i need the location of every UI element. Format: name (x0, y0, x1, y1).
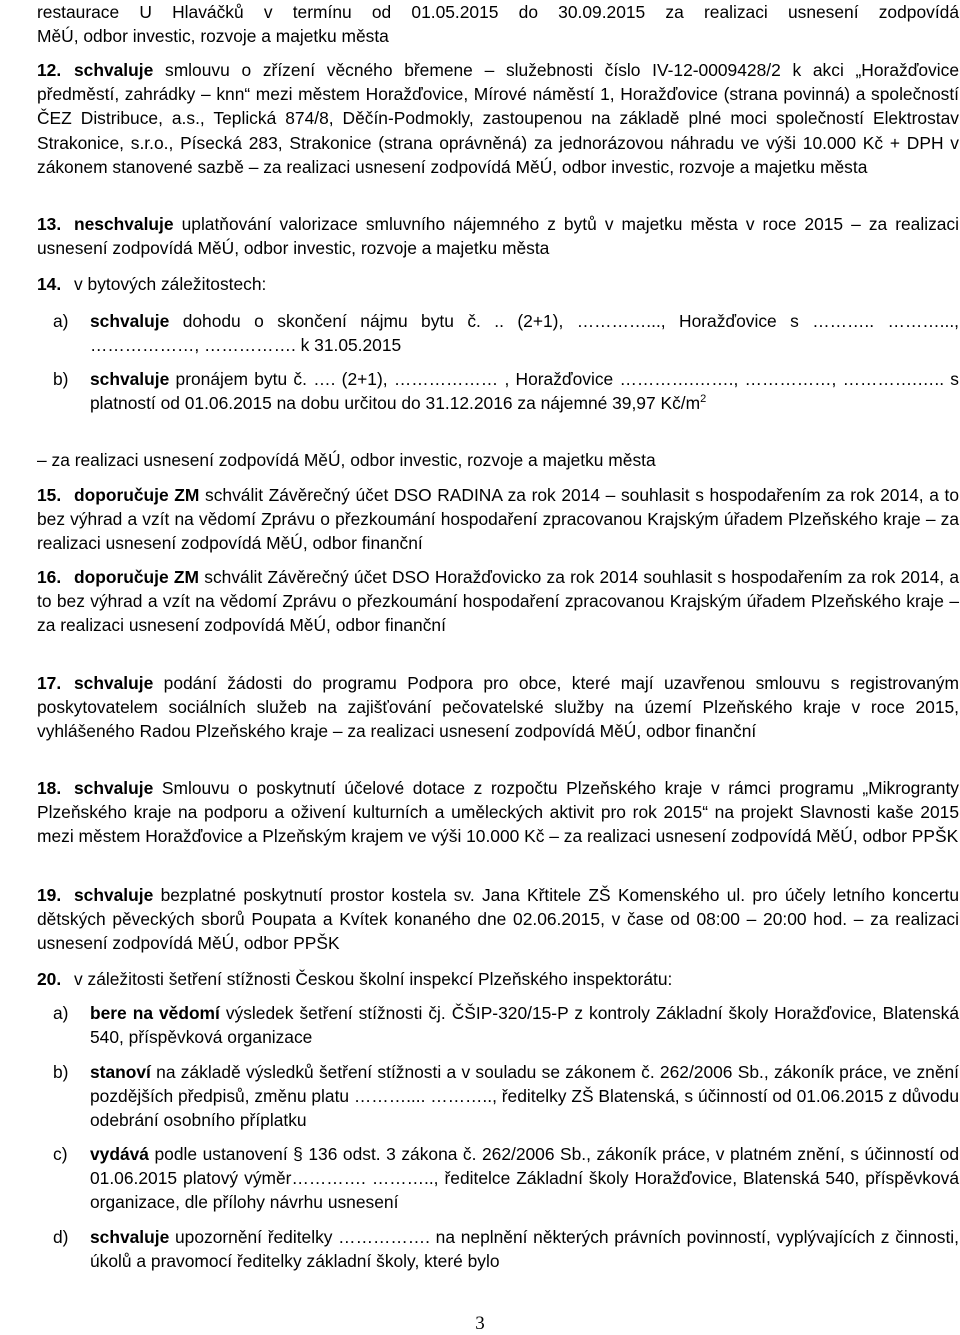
resolution-number: 17. (37, 673, 62, 693)
sub-text: upozornění ředitelky ……………. na neplnění některých právních povinností, vyplývajících z činnosti, úkolů a pravomocí ředitelky základní školy, které bylo (90, 1227, 959, 1272)
intro-line-2: MěÚ, odbor investic, rozvoje a majetku města (37, 26, 389, 47)
resolution-text: bezplatné poskytnutí prostor kostela sv. Jana Křtitele ZŠ Komenského ul. pro účely letního koncertu dětských pěveckých sborů Poupata a Kvítek konaného dne 02.06.2015, v čase od 08:00 – 20:00 hod. – za realizaci usnesení zodpovídá MěÚ, odbor PPŠK (37, 885, 959, 954)
resolution-verb: schvaluje (74, 778, 154, 798)
sub-label: b) (53, 369, 69, 389)
resolution-verb: doporučuje ZM (74, 485, 200, 505)
resolution-14-a (53, 309, 959, 357)
sub-verb: schvaluje (90, 369, 170, 389)
resolution-text: v záležitosti šetření stížnosti Českou školní inspekcí Plzeňského inspektorátu: (74, 969, 673, 989)
sub-text: na základě výsledků šetření stížnosti a v souladu se zákonem č. 262/2006 Sb., zákoník práce, ve znění pozdějších předpisů, změnu platu ……….... ……….., ředitelky ZŠ Blatenská, s účinností od 01.06.2015 z důvodu odebrání osobního příplatku (90, 1062, 960, 1131)
resolution-number: 12. (37, 60, 62, 80)
sub-label: c) (53, 1144, 68, 1164)
resolution-18 (37, 776, 959, 849)
superscript: 2 (700, 393, 707, 406)
resolution-text: podání žádosti do programu Podpora pro obce, které mají uzavřenou smlouvu s registrovaným poskytovatelem sociálních služeb na zajišťování pečovatelské služby na území Plzeňského kraje v roce 2015, vyhlášeného Radou Plzeňského kraje – za realizaci usnesení zodpovídá MěÚ, odbor finanční (37, 673, 959, 742)
resolution-16 (37, 565, 959, 638)
resolution-14-b (53, 367, 959, 415)
resolution-text: schválit Závěrečný účet DSO RADINA za rok 2014 – souhlasit s hospodařením za rok 2014, a to bez výhrad a vzít na vědomí Zprávu o přezkoumání hospodaření zpracovanou Krajským úřadem Plzeňského kraje – za realizaci usnesení zodpovídá MěÚ, odbor finanční (37, 485, 959, 554)
sub-verb: schvaluje (90, 1227, 170, 1247)
resolution-text: v bytových záležitostech: (74, 274, 267, 294)
sub-text: výsledek šetření stížnosti čj. ČŠIP-320/15-P z kontroly Základní školy Horažďovice, Blatenská 540, příspěvková organizace (90, 1003, 959, 1048)
resolution-text: Smlouvu o poskytnutí účelové dotace z rozpočtu Plzeňského kraje v rámci programu „Mikrogranty Plzeňského kraje na podporu a oživení kulturních a uměleckých aktivit pro rok 2015“ na projekt Slavnosti kaše 2015 mezi městem Horažďovice a Plzeňským krajem ve výši 10.000 Kč – za realizaci usnesení zodpovídá MěÚ, odbor PPŠK (37, 778, 959, 847)
resolution-number: 15. (37, 485, 62, 505)
resolution-number: 20. (37, 969, 62, 989)
resolution-13 (37, 212, 959, 260)
sub-label: b) (53, 1062, 69, 1082)
resolution-verb: schvaluje (74, 60, 154, 80)
sub-label: a) (53, 1003, 69, 1023)
sub-verb: vydává (90, 1144, 149, 1164)
sub-text: dohodu o skončení nájmu bytu č. .. (2+1), …………..., Horažďovice s ……….. ………..., ………………, ……………. k 31.05.2015 (90, 311, 959, 356)
sub-verb: schvaluje (90, 311, 170, 331)
intro-line-1: restaurace U Hlaváčků v termínu od 01.05.2015 do 30.09.2015 za realizaci usnesení zodpovídá (37, 2, 959, 22)
resolution-15 (37, 483, 959, 556)
resolution-20-b (53, 1060, 959, 1133)
resolution-text: uplatňování valorizace smluvního nájemného z bytů v majetku města v roce 2015 – za realizaci usnesení zodpovídá MěÚ, odbor investic, rozvoje a majetku města (37, 214, 959, 259)
resolution-12 (37, 58, 959, 179)
resolution-14-responsibility: – za realizaci usnesení zodpovídá MěÚ, odbor investic, rozvoje a majetku města (37, 450, 656, 470)
resolution-verb: schvaluje (74, 885, 154, 905)
resolution-text: smlouvu o zřízení věcného břemene – služebnosti číslo IV-12-0009428/2 k akci „Horažďovice předměstí, zahrádky – knn“ mezi městem Horažďovice, Mírové náměstí 1, Horažďovice (strana povinná) a společností ČEZ Distribuce, a.s., Teplická 874/8, Děčín-Podmokly, zastoupenou na základě plné moci společností Elektrostav Strakonice, s.r.o., Písecká 283, Strakonice (strana oprávněná) za jednorázovou náhradu ve výši 10.000 Kč + DPH v zákonem stanovené sazbě – za realizaci usnesení zodpovídá MěÚ, odbor investic, rozvoje a majetku města (37, 60, 959, 177)
resolution-number: 14. (37, 274, 62, 294)
page-number: 3 (475, 1313, 485, 1334)
sub-text: podle ustanovení § 136 odst. 3 zákona č. 262/2006 Sb., zákoník práce, v platném znění, s účinností od 01.06.2015 platový výměr…………. ……….., ředitelce Základní školy Horažďovice, Blatenská 540, příspěvková organizace, dle přílohy návrhu usnesení (90, 1144, 959, 1213)
sub-text: pronájem bytu č. …. (2+1), ……………… , Horažďovice ………….……., ……………, ………….….. s platností od 01.06.2015 na dobu určitou do 31.12.2016 za nájemné 39,97 Kč/m (90, 369, 959, 414)
resolution-20 (37, 967, 959, 991)
resolution-number: 16. (37, 567, 62, 587)
resolution-verb: doporučuje ZM (74, 567, 200, 587)
resolution-20-d (53, 1225, 959, 1273)
intro-paragraph (37, 0, 959, 48)
resolution-number: 13. (37, 214, 62, 234)
resolution-14 (37, 272, 959, 296)
resolution-text: schválit Závěrečný účet DSO Horažďovicko za rok 2014 souhlasit s hospodařením za rok 2014, a to bez výhrad a vzít na vědomí Zprávu o přezkoumání hospodaření zpracovanou Krajským úřadem Plzeňského kraje – za realizaci usnesení zodpovídá MěÚ, odbor finanční (37, 567, 960, 636)
resolution-20-c (53, 1142, 959, 1215)
resolution-number: 18. (37, 778, 62, 798)
resolution-number: 19. (37, 885, 62, 905)
resolution-verb: neschvaluje (74, 214, 174, 234)
sub-label: d) (53, 1227, 69, 1247)
sub-label: a) (53, 311, 69, 331)
resolution-verb: schvaluje (74, 673, 154, 693)
resolution-17 (37, 671, 959, 744)
sub-verb: bere na vědomí (90, 1003, 220, 1023)
resolution-19 (37, 883, 959, 956)
resolution-20-a (53, 1001, 959, 1049)
sub-verb: stanoví (90, 1062, 151, 1082)
